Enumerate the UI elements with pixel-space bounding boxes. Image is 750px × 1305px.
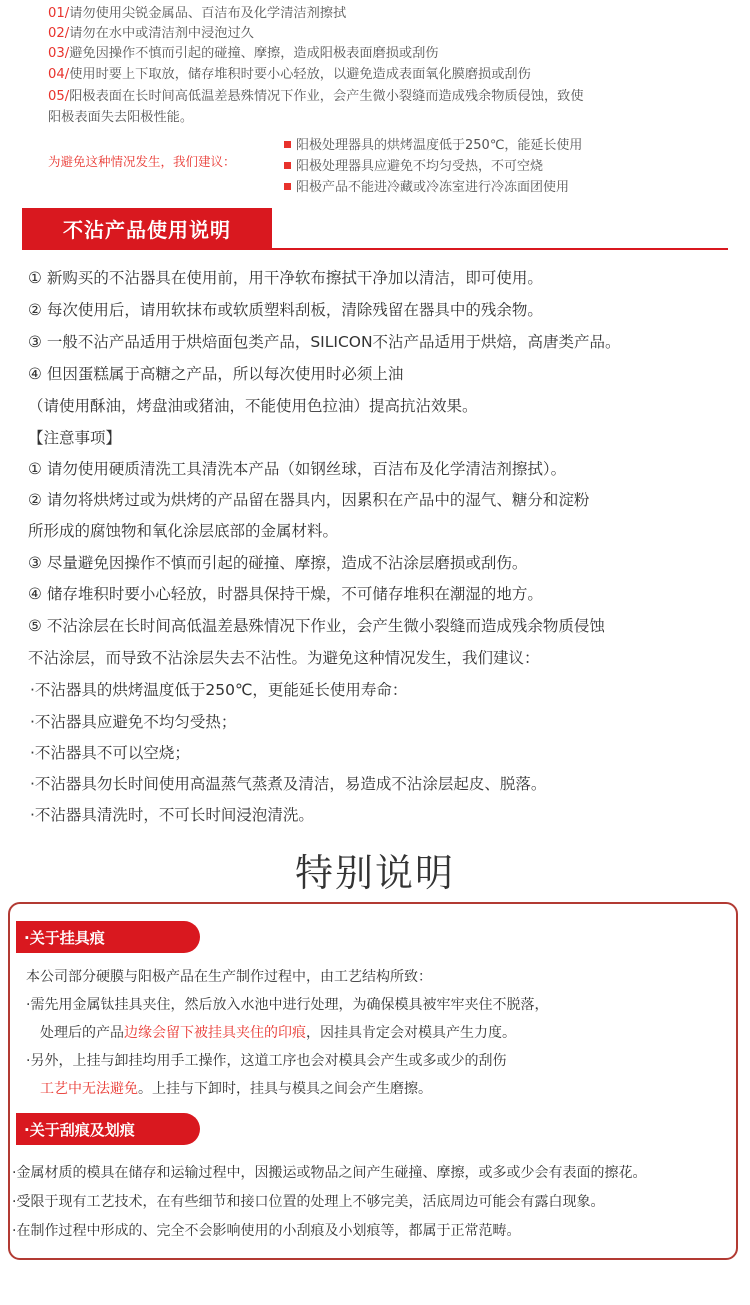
- bullet-square-icon: [284, 162, 291, 169]
- suggestion-1: 阳极处理器具的烘烤温度低于250℃，能延长使用: [284, 134, 582, 153]
- notice-5-cont: 不沾涂层，而导致不沾涂层失去不沾性。为避免这种情况发生，我们建议：: [28, 649, 540, 667]
- anodize-line-5-cont: 阳极表面失去阳极性能。: [48, 110, 194, 125]
- notice-2: ② 请勿将烘烤过或为烘烤的产品留在器具内，因累积在产品中的湿气、糖分和淀粉: [28, 491, 590, 509]
- suggestion-3: 阳极产品不能进冷藏或冷冻室进行冷冻面团使用: [284, 176, 569, 195]
- usage-2: ② 每次使用后，请用软抹布或软质塑料刮板，清除残留在器具中的残余物。: [28, 301, 543, 319]
- line-number: 03/: [48, 46, 70, 61]
- line-text: 使用时要上下取放，储存堆积时要小心轻放，以避免造成表面氧化膜磨损或刮伤: [69, 67, 531, 82]
- special-title: 特别说明: [294, 851, 455, 895]
- line-number: 01/: [48, 6, 70, 21]
- notice-3: ③ 尽量避免因操作不慎而引起的碰撞、摩擦，造成不沾涂层磨损或刮伤。: [28, 554, 528, 572]
- line-text: 阳极表面在长时间高低温差悬殊情况下作业，会产生微小裂缝而造成残余物质侵蚀，致使: [69, 89, 584, 104]
- line-number: 04/: [48, 67, 70, 82]
- highlight-text: 工艺中无法避免: [40, 1081, 138, 1097]
- line-text: 避免因操作不慎而引起的碰撞、摩擦，造成阳极表面磨损或刮伤: [69, 46, 439, 61]
- hang-line-4: 工艺中无法避免。上挂与下卸时，挂具与模具之间会产生磨擦。: [40, 1081, 432, 1097]
- notice-title: 【注意事项】: [28, 429, 122, 447]
- notice-5: ⑤ 不沾涂层在长时间高低温差悬殊情况下作业，会产生微小裂缝而造成残余物质侵蚀: [28, 617, 605, 635]
- usage-4-cont: （请使用酥油，烤盘油或猪油，不能使用色拉油）提高抗沾效果。: [28, 397, 478, 415]
- tip-1: ·不沾器具的烘烤温度低于250℃，更能延长使用寿命：: [30, 681, 408, 699]
- anodize-line-4: [48, 65, 531, 85]
- notice-1: ① 请勿使用硬质清洗工具清洗本产品（如钢丝球，百洁布及化学清洁剂擦拭）。: [28, 460, 567, 478]
- hang-line-3: ·另外，上挂与卸挂均用手工操作，这道工序也会对模具会产生或多或少的刮伤: [26, 1053, 507, 1069]
- highlight-text: 边缘会留下被挂具夹住的印痕: [124, 1025, 306, 1041]
- scratch-pill: ·关于刮痕及划痕: [16, 1113, 200, 1145]
- tip-3: ·不沾器具不可以空烧；: [30, 744, 190, 762]
- hang-line-1: ·需先用金属钛挂具夹住，然后放入水池中进行处理，为确保模具被牢牢夹住不脱落，: [26, 997, 549, 1013]
- usage-1: ① 新购买的不沾器具在使用前，用干净软布擦拭干净加以清洁，即可使用。: [28, 269, 543, 287]
- anodize-line-1: [48, 4, 346, 24]
- usage-3: ③ 一般不沾产品适用于烘焙面包类产品，SILICON不沾产品适用于烘焙，高唐类产品。: [28, 333, 621, 351]
- hang-intro: 本公司部分硬膜与阳极产品在生产制作过程中，由工艺结构所致：: [26, 969, 432, 985]
- anodize-line-2: [48, 24, 254, 44]
- scratch-line-1: ·金属材质的模具在储存和运输过程中，因搬运或物品之间产生碰撞、摩擦，或多或少会有表面的擦花。: [12, 1165, 647, 1181]
- tip-5: ·不沾器具清洗时，不可长时间浸泡清洗。: [30, 806, 314, 824]
- usage-4: ④ 但因蛋糕属于高糖之产品，所以每次使用时必须上油: [28, 365, 404, 383]
- line-number: 05/: [48, 89, 70, 104]
- tip-2: ·不沾器具应避免不均匀受热；: [30, 713, 237, 731]
- notice-4: ④ 储存堆积时要小心轻放，时器具保持干燥，不可储存堆积在潮湿的地方。: [28, 585, 543, 603]
- notice-2-cont: 所形成的腐蚀物和氧化涂层底部的金属材料。: [28, 522, 339, 540]
- bullet-square-icon: [284, 183, 291, 190]
- bullet-square-icon: [284, 141, 291, 148]
- line-text: 请勿使用尖锐金属品、百洁布及化学清洁剂擦拭: [69, 6, 347, 21]
- line-number: 02/: [48, 26, 70, 41]
- line-text: 请勿在水中或清洁剂中浸泡过久: [69, 26, 254, 41]
- suggest-label: 为避免这种情况发生，我们建议：: [48, 154, 236, 169]
- anodize-line-3: [48, 44, 438, 64]
- hang-line-2: 处理后的产品边缘会留下被挂具夹住的印痕，因挂具肯定会对模具产生力度。: [40, 1025, 516, 1041]
- hang-mark-pill: ·关于挂具痕: [16, 921, 200, 953]
- suggestion-2: 阳极处理器具应避免不均匀受热，不可空烧: [284, 155, 543, 174]
- scratch-line-3: ·在制作过程中形成的、完全不会影响使用的小刮痕及小划痕等，都属于正常范畴。: [12, 1223, 521, 1239]
- anodize-line-5: [48, 87, 584, 107]
- tip-4: ·不沾器具勿长时间使用高温蒸气蒸煮及清洁，易造成不沾涂层起皮、脱落。: [30, 775, 547, 793]
- section-title: 不沾产品使用说明: [22, 208, 272, 248]
- section-divider: [22, 248, 728, 250]
- scratch-line-2: ·受限于现有工艺技术，在有些细节和接口位置的处理上不够完美，活底周边可能会有露白现象。: [12, 1194, 605, 1210]
